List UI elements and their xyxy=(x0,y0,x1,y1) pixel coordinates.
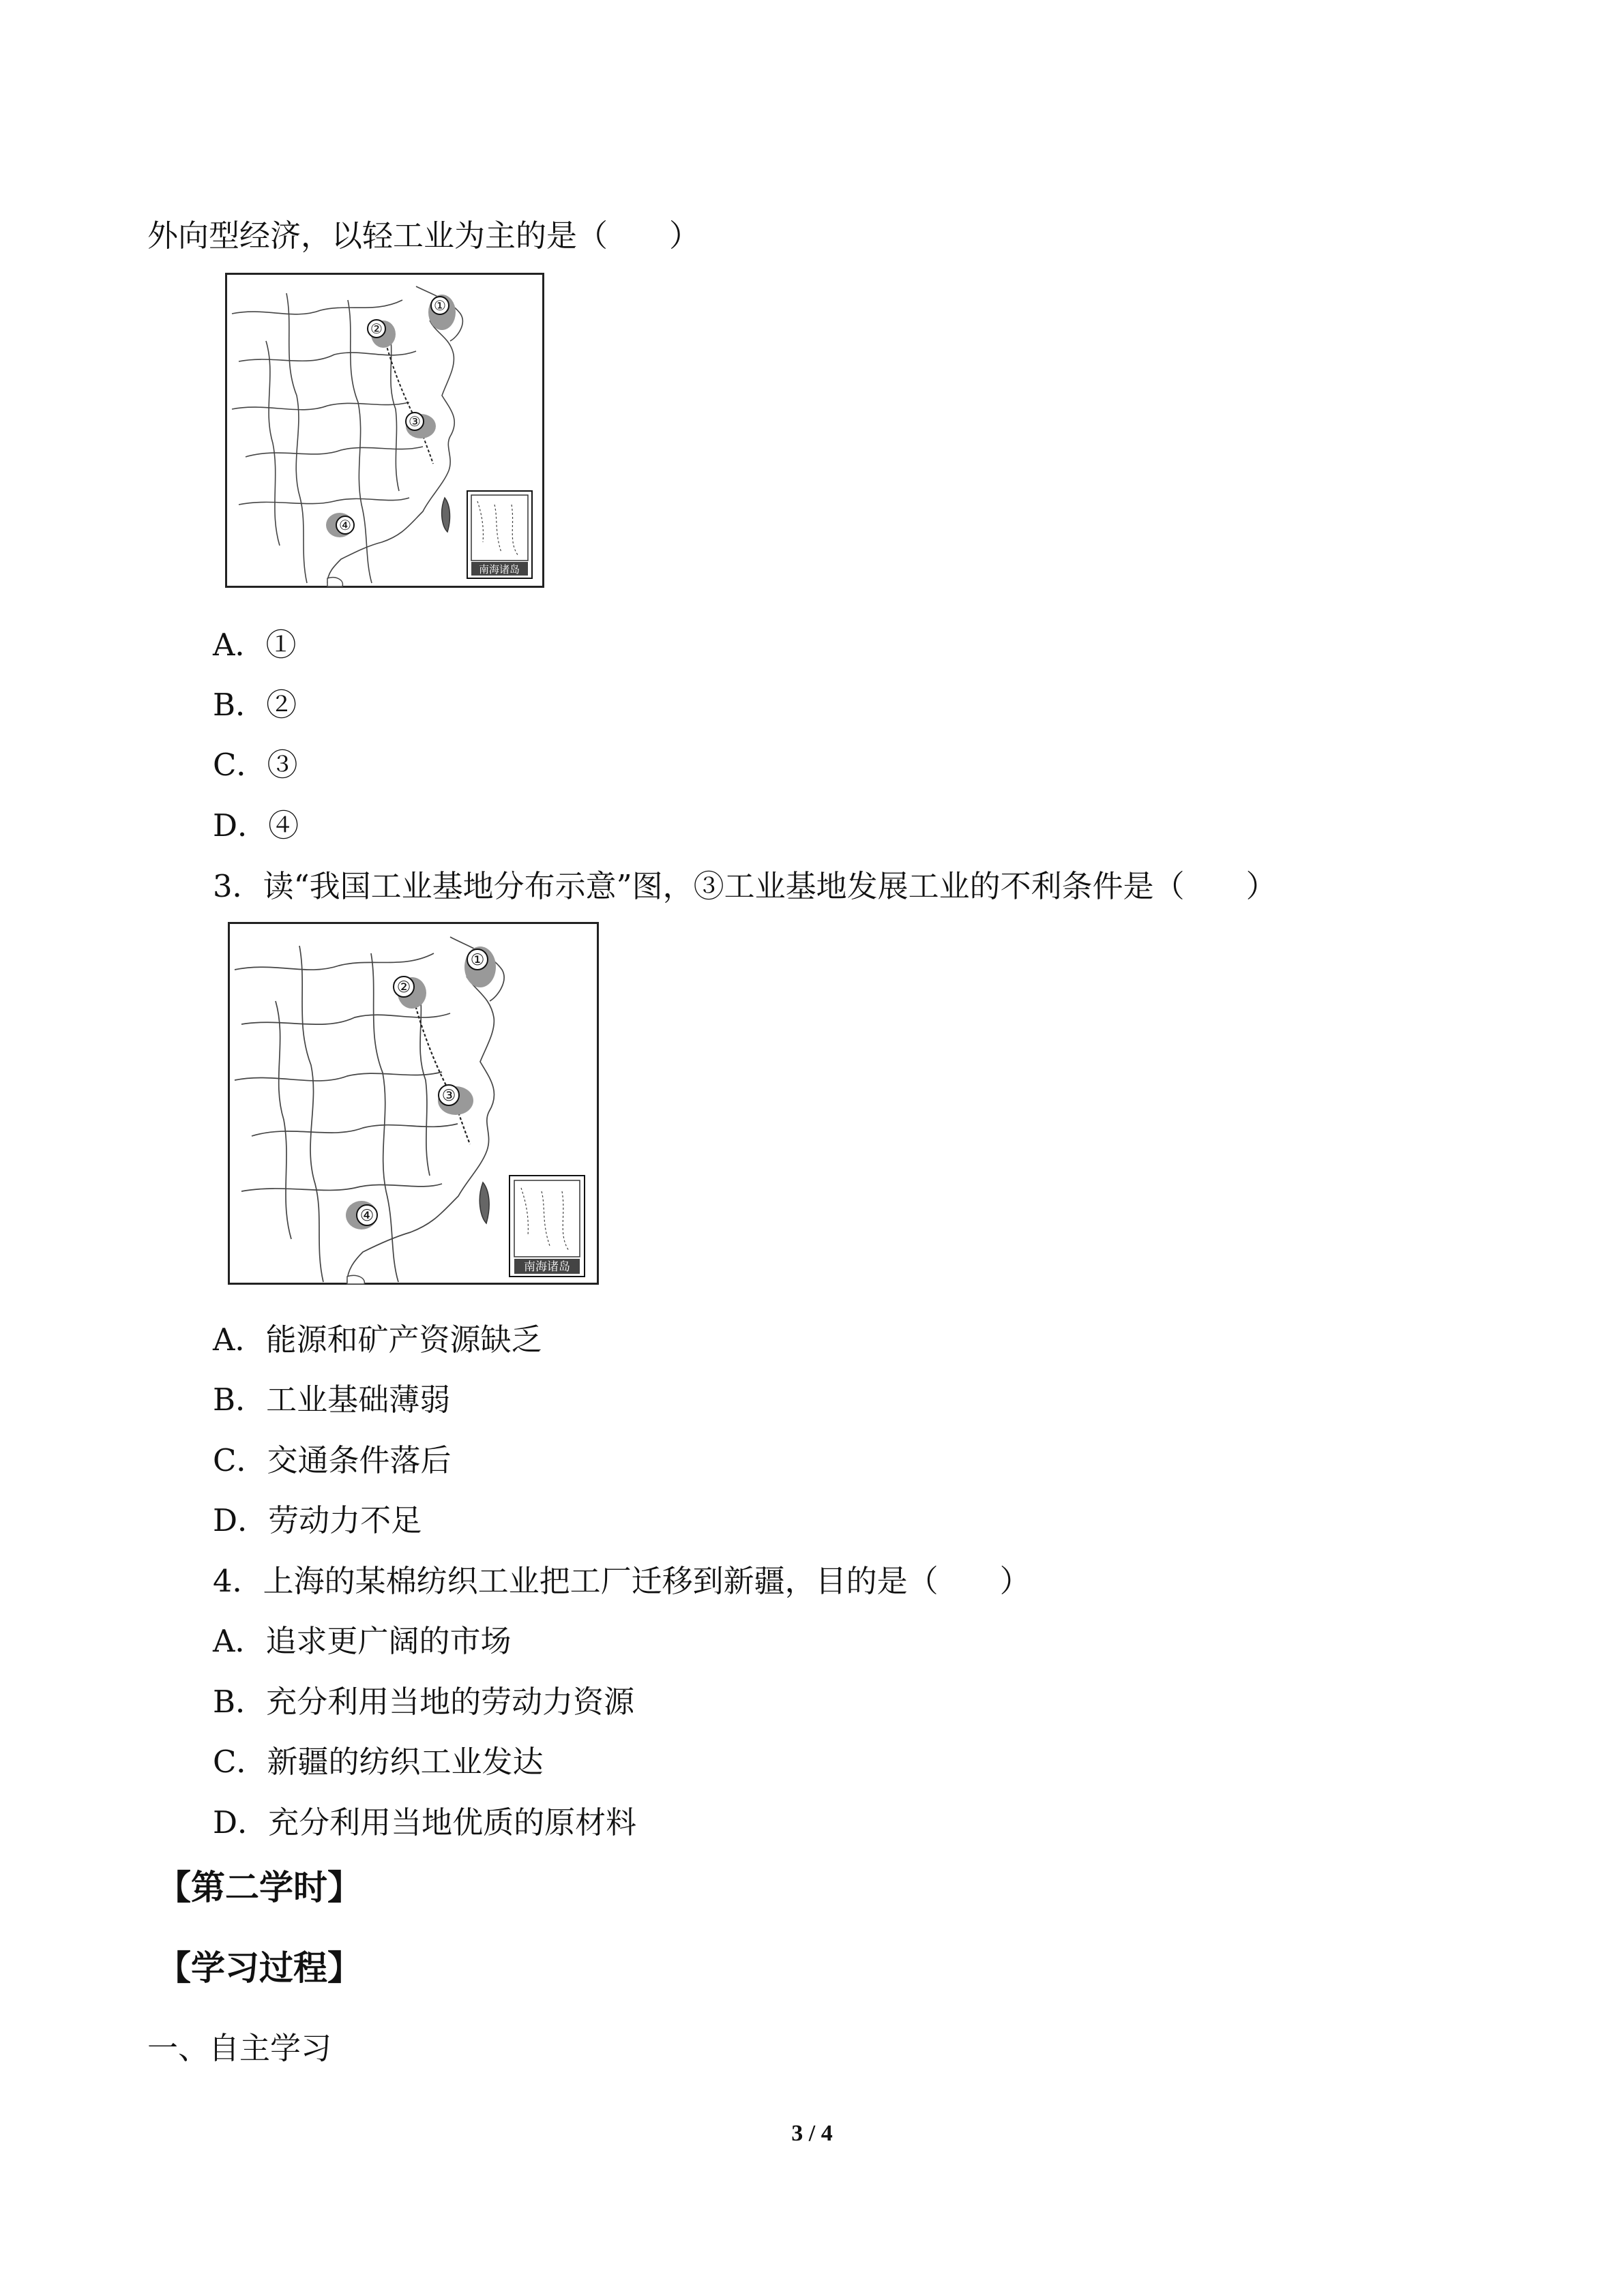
q4-option-b[interactable]: B．充分利用当地的劳动力资源 xyxy=(213,1684,635,1720)
map2-label-2: ② xyxy=(396,979,411,996)
map2-label-1: ① xyxy=(470,951,485,969)
heading-second-period: 【第二学时】 xyxy=(157,1868,361,1907)
q3-option-d[interactable]: D．劳动力不足 xyxy=(213,1502,422,1538)
map1-label-2: ② xyxy=(370,320,383,337)
map1-label-1: ① xyxy=(434,297,446,314)
q4-option-c[interactable]: C．新疆的纺织工业发达 xyxy=(213,1744,544,1780)
q3-stem: 3．读“我国工业基地分布示意”图，③工业基地发展工业的不利条件是（ ） xyxy=(213,868,1277,904)
map2-label-4: ④ xyxy=(359,1207,374,1225)
q4-option-d[interactable]: D．充分利用当地优质的原材料 xyxy=(213,1804,637,1840)
map1-label-4: ④ xyxy=(339,517,351,533)
map1-label-3: ③ xyxy=(409,413,421,430)
q2-stem-tail: 外向型经济，以轻工业为主的是（ ） xyxy=(147,218,700,254)
q3-option-c[interactable]: C．交通条件落后 xyxy=(213,1442,452,1478)
q3-option-b[interactable]: B．工业基础薄弱 xyxy=(213,1382,451,1418)
section-self-study: 一、自主学习 xyxy=(147,2030,332,2066)
q2-option-d[interactable]: D．④ xyxy=(213,807,299,844)
map1-inset-caption: 南海诸岛 xyxy=(478,563,520,576)
q4-stem: 4．上海的某棉纺织工业把工厂迁移到新疆，目的是（ ） xyxy=(213,1563,1031,1599)
q2-option-a[interactable]: A．① xyxy=(213,627,297,663)
heading-learning-process: 【学习过程】 xyxy=(157,1948,361,1988)
q2-option-b[interactable]: B．② xyxy=(213,687,297,723)
industrial-base-map-2 xyxy=(228,922,599,1285)
map2-inset-caption: 南海诸岛 xyxy=(524,1260,570,1274)
q4-option-a[interactable]: A．追求更广阔的市场 xyxy=(213,1623,512,1659)
q3-option-a[interactable]: A．能源和矿产资源缺乏 xyxy=(213,1322,542,1358)
q2-option-c[interactable]: C．③ xyxy=(213,747,298,783)
map2-label-3: ③ xyxy=(441,1087,456,1105)
industrial-base-map-1 xyxy=(225,273,544,588)
page-number: 3 / 4 xyxy=(791,2121,833,2146)
